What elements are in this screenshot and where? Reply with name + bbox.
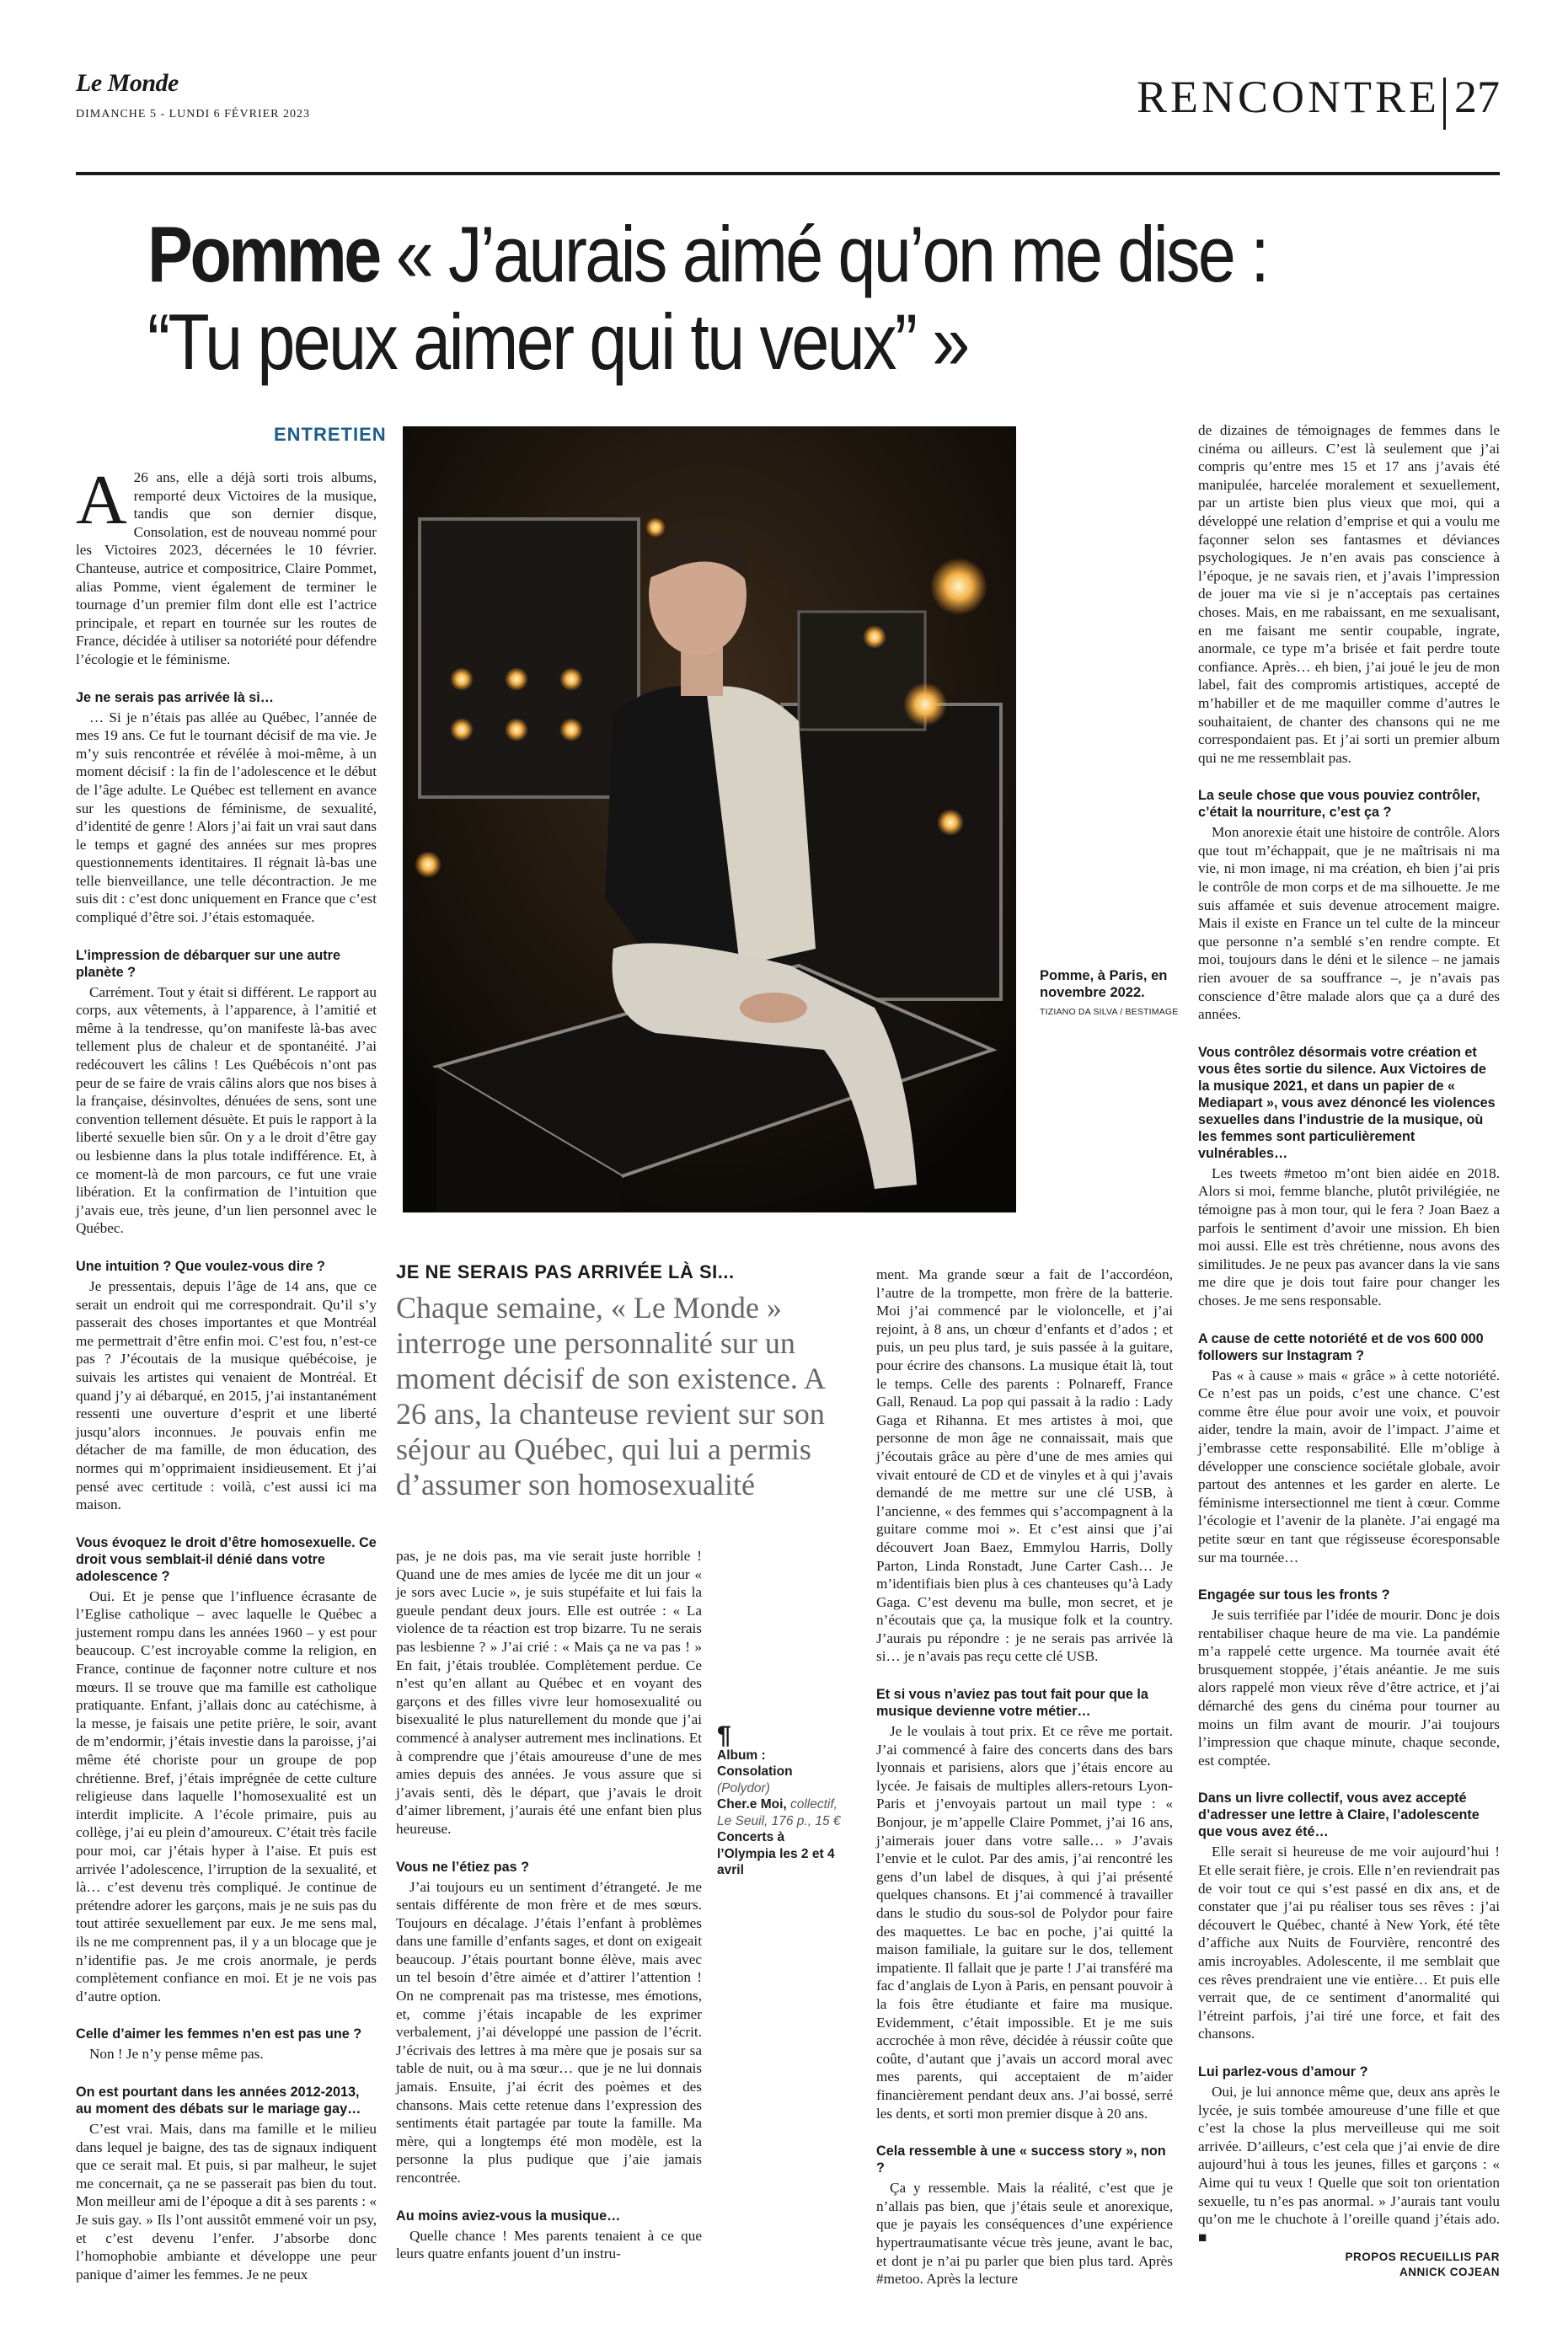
concerts-info: Concerts à l’Olympia les 2 et 4 avril <box>717 1830 835 1877</box>
answer-3: Je pressentais, depuis l’âge de 14 ans, que ce serait un endroit qui me correspondrait. Qu’il s’y passerait des choses importantes et que Montréal me permettrait d’être enfin moi. C’est fou, n’est-ce pas ? J’écoutais de la musique québécoise, je suivais les artistes qui venaient de Montréal. Et quand j’y ai débarqué, en 2015, j’ai instantanément ressenti une ouverture d’esprit et une liberté jusqu’alors inconnues. Je pouvais enfin me détacher de ma famille, de mon éducation, des normes qui m’opprimaient insidieusement. Et j’ai pensé avec certitude : voilà, c’est aussi ici ma maison. <box>76 1277 377 1513</box>
photo-credit: TIZIANO DA SILVA / BESTIMAGE <box>1040 1007 1179 1017</box>
question-7: Vous ne l’étiez pas ? <box>396 1859 530 1875</box>
answer-10: Ça y ressemble. Mais la réalité, c’est que je n’allais pas bien, que j’étais seule et anorexique, que je payais les conséquences d’une expérience hypertraumatisante vécue très jeune, avant le bac, et dont je n’ai pu parler que bien plus tard. Après #metoo. Après la lecture <box>876 2180 1173 2288</box>
question-8: Au moins aviez-vous la musique… <box>396 2208 621 2224</box>
answer-5: Non ! Je n’y pense même pas. <box>89 2046 264 2063</box>
header-rule <box>76 172 1500 175</box>
byline-line1: PROPOS RECUEILLIS PAR <box>1345 2251 1500 2264</box>
answer-7: J’ai toujours eu un sentiment d’étrangeté. Je me sentais différente de mon frère et de mes sœurs. Toujours en décalage. J’étais l’enfant à problèmes dans une famille d’enfants sages, et dont on exigeait beaucoup. J’étais pourtant bonne élève, mais avec un tel besoin d’être aimée et d’attirer l’attention ! On ne comprenait pas ma tristesse, mes émotions, et, comme j’étais incapable de les exprimer verbalement, j’ai développé une passion de l’écrit. J’écrivais des lettres à ma mère que je posais sur sa table de nuit, ou à ma sœur… que je ne lui donnais jamais. Ensuite, j’ai écrit des poèmes et des chansons. Mais cette retenue dans l’expression des sentiments était partagée par toute la famille. Ma mère, qui a longtemps été mon modèle, est la personne la plus pudique que j’aie jamais rencontrée. <box>396 1878 702 2186</box>
column-4 <box>1198 421 1500 2280</box>
dateline: DIMANCHE 5 - LUNDI 6 FÉVRIER 2023 <box>76 108 310 120</box>
question-15: Dans un livre collectif, vous avez accepté d’adresser une lettre à Claire, l’adolescente que vous avez été… <box>1198 1790 1480 1840</box>
answer-11: Mon anorexie était une histoire de contrôle. Alors que tout m’échappait, que je ne maîtrisais ni ma vie, ni mon image, ni ma création, eh bien j’ai pris le contrôle de mon corps et de ma silhouette. Je me suis affamée et suis devenue atrocement maigre. Mais il existe en France un tel culte de la minceur que personne n’a semblé s’en rendre compte. Et moi, toujours dans le déni et le silence – ne jamais rien avouer de sa souffrance –, je n’avais pas conscience d’être malade alors que ça a duré des années. <box>1198 824 1500 1023</box>
header-divider <box>1443 78 1446 130</box>
answer-8: Quelle chance ! Mes parents tenaient à ce que leurs quatre enfants jouent d’un instru- <box>396 2227 702 2262</box>
album-label: Album : Consolation <box>717 1748 793 1779</box>
byline <box>1198 2250 1500 2280</box>
section-tag: ENTRETIEN <box>274 424 387 445</box>
section-title: RENCONTRE <box>1137 72 1440 122</box>
chapo-text: Chaque semaine, « Le Monde » interroge une personnalité sur un moment décisif de son existence. A 26 ans, la chanteuse revient sur son séjour au Québec, qui lui a permis d’assumer son homosexualité <box>396 1291 825 1501</box>
answer-15: Elle serait si heureuse de me voir aujourd’hui ! Et elle serait fière, je crois. Elle n’en reviendrait pas de voir tout ce qui s’est passé en dix ans, et de constater que j’ai pu réaliser tous ses rêves : j’ai découvert le Québec, chanté à New York, été tête d’affiche aux Nuits de Fourvière, rencontré des amis incroyables. Adolescente, il me semblait que ces rêves prendraient une vie entière… Et puis elle verrait que, de ce sentiment d’anormalité qui l’étreint parfois, j’ai tiré une force, et fait des chansons. <box>1198 1844 1500 2042</box>
answer-9: Je le voulais à tout prix. Et ce rêve me portait. J’ai commencé à faire des concerts dans des bars lyonnais et parisiens, alors que j’étais encore au lycée. Je faisais de multiples allers-retours Lyon-Paris et j’envoyais partout un mail type : « Bonjour, je m’appelle Claire Pommet, j’ai 16 ans, j’aimerais jouer dans votre salle… » J’avais l’envie et le culot. Par des amis, j’ai rencontré les gens d’un label de disques, à qui j’ai présenté quelques chansons. Et j’ai commencé à travailler dans le studio du sous-sol de Polydor pour faire des maquettes. Le bac en poche, j’ai quitté la maison familiale, la guitare sur le dos, tellement impatiente. Il fallait que je parte ! J’ai transféré ma fac d’anglais de Lyon à Paris, en pensant pouvoir à la fois être étudiante et faire ma musique. Evidemment, c’était impossible. Et je me suis accrochée à mon rêve, décidée à réussir coûte que coûte, d’autant que j’avais un accord moral avec mes parents, qui acceptaient de m’aider financièrement pendant deux ans. J’ai bossé, serré les dents, et sorti mon premier disque à 20 ans. <box>876 1723 1173 2122</box>
question-14: Engagée sur tous les fronts ? <box>1198 1587 1390 1603</box>
answer-10-continued: de dizaines de témoignages de femmes dans le cinéma ou ailleurs. C’est là seulement que j’ai compris qu’entre mes 15 et 17 ans j’avais été manipulée, harcelée moralement et sexuellement, par un artiste bien plus vieux que moi, qui a développé une relation d’emprise et qui a voulu me façonner selon ses fantasmes et déviances psychologiques. Je n’en avais pas conscience à l’époque, je ne savais rien, et j’avais l’impression de jouer ma vie si je n’acceptais pas certaines choses. Mais, en me rabaissant, en me sexualisant, en me faisant me sentir coupable, ingrate, anormale, ce type m’a brisée et fait perdre toute confiance. Après… eh bien, j’ai joué le jeu de mon label, fait des compromis artistiques, accepté de m’habiller et de me maquiller comme d’autres le souhaitaient, de chanter des chansons qui ne me correspondaient pas. Et j’ai sorti un premier album qui ne me ressemblait pas. <box>1198 422 1500 766</box>
info-mark: ¶ <box>717 1721 731 1749</box>
drop-cap: A <box>76 461 127 539</box>
headline-name: Pomme <box>147 210 379 298</box>
headline-quote-line1: « J’aurais aimé qu’on me dise : <box>378 210 1268 298</box>
question-3: Une intuition ? Que voulez-vous dire ? <box>76 1258 325 1274</box>
question-2: L’impression de débarquer sur une autre planète ? <box>76 947 340 980</box>
answer-16: Oui, je lui annonce même que, deux ans après le lycée, je suis tombée amoureuse d’une fille et que c’est la chose la plus merveilleuse qui me soit arrivée. D’ailleurs, c’est cela que j’ai envie de dire aujourd’hui à tous les jeunes, filles et garçons : « Aime qui tu veux ! Quelle que soit ton orientation sexuelle, tu n’es pas anormal. » J’aurais tant voulu qu’on me le chuchote à l’oreille quand j’étais ado. ■ <box>1198 2083 1500 2245</box>
photo-caption: Pomme, à Paris, en novembre 2022. <box>1040 968 1168 1000</box>
book-title: Cher.e Moi, <box>717 1797 787 1812</box>
question-6: On est pourtant dans les années 2012-2013, au moment des débats sur le mariage gay… <box>76 2084 361 2117</box>
question-16: Lui parlez-vous d’amour ? <box>1198 2063 1368 2079</box>
page-number: 27 <box>1454 72 1500 122</box>
column-2 <box>396 1547 702 2263</box>
chapo <box>396 1250 834 1502</box>
question-1: Je ne serais pas arrivée là si… <box>76 689 274 705</box>
portrait-illustration <box>403 426 1016 1212</box>
question-13: A cause de cette notoriété et de vos 600 000 followers sur Instagram ? <box>1198 1330 1484 1363</box>
question-12: Vous contrôlez désormais votre création et vous êtes sortie du silence. Aux Victoires de la musique 2021, et dans un papier de « Mediapart », vous avez dénoncé les violences sexuelles dans l’industrie de la musique, où les femmes sont particulièrement vulnérables… <box>1198 1044 1496 1161</box>
answer-14: Je suis terrifiée par l’idée de mourir. Donc je dois rentabiliser chaque heure de ma vie. La pandémie m’a rappelé cette urgence. Ma tournée avait été brusquement stoppée, j’étais anéantie. Je me suis alors rappelé mon vieux rêve d’être actrice, et j’ai démarché des gens du cinéma pour tourner au moins un film avant de mourir. J’ai toujours l’impression que chaque minute, chaque seconde, est comptée. <box>1198 1607 1500 1769</box>
question-4: Vous évoquez le droit d’être homosexuelle. Ce droit vous semblait-il dénié dans votre adolescence ? <box>76 1534 377 1584</box>
question-9: Et si vous n’aviez pas tout fait pour que la musique devienne votre métier… <box>876 1687 1148 1720</box>
column-1 <box>76 461 377 2283</box>
portrait-photo <box>403 426 1016 1212</box>
headline <box>147 211 1292 386</box>
answer-12: Les tweets #metoo m’ont bien aidée en 2018. Alors si moi, femme blanche, plutôt privilégiée, ne témoigne pas à mon tour, qui le fera ? Joan Baez a parfois le sentiment d’avoir une mission. Eh bien moi aussi. Elle est très chrétienne, nous avons des similitudes. Je ne peux pas avancer dans la vie sans me dire que je dois tout faire pour changer les choses. Je me sens responsable. <box>1198 1164 1500 1309</box>
question-11: La seule chose que vous pouviez contrôler, c’était la nourriture, c’est ça ? <box>1198 788 1480 821</box>
byline-line2: ANNICK COJEAN <box>1399 2266 1500 2279</box>
question-10: Cela ressemble à une « success story », non ? <box>876 2144 1166 2176</box>
question-5: Celle d’aimer les femmes n’en est pas une ? <box>76 2026 362 2042</box>
answer-8-continued: ment. Ma grande sœur a fait de l’accordéon, l’autre de la trompette, mon frère de la batterie. Moi j’ai commencé par le violoncelle, et j’ai rejoint, à 8 ans, un chœur d’enfants et d’ados ; et puis, un peu plus tard, je suis passée à la guitare, pour écrire des chansons. La musique était là, tout le temps. Celle des parents : Polnareff, France Gall, Renaud. La pop qui passait à la radio : Lady Gaga et Rihanna. Et mes artistes à moi, que personne de mon âge ne connaissait, mais que j’écoutais grâce au père d’une de mes amies qui vivait entouré de CD et de vinyles et à qui j’avais demandé de me mettre sur une clé USB, à l’ancienne, « des femmes qui s’accompagnent à la guitare comme moi ». Et c’est ainsi que j’ai découvert Joan Baez, Emmylou Harris, Dolly Parton, Linda Ronstadt, June Carter Cash… Je m’identifiais bien plus à ces chanteuses qu’à Lady Gaga. C’est devenu ma bulle, mon secret, et je n’écoutais que ça, la musique folk et la country. J’aurais pu répondre : je ne serais pas arrivée là si… je n’avais pas reçu cette clé USB. <box>876 1266 1173 1665</box>
intro-paragraph: A 26 ans, elle a déjà sorti trois albums, remporté deux Victoires de la musique, tandis que son dernier disque, Consolation, est de nouveau nommé pour les Victoires 2023, décernées le 10 février. Chanteuse, autrice et compositrice, Claire Pommet, alias Pomme, vient également de terminer le tournage d’un premier film dont elle est l’actrice principale, et repart en tournée sur les routes de France, décidée à utiliser sa notoriété pour défendre l’écologie et le féminisme. <box>76 461 377 667</box>
info-box <box>717 1721 842 1879</box>
answer-6-continued: pas, je ne dois pas, ma vie serait juste horrible ! Quand une de mes amies de lycée me dit un jour « je sors avec Lucie », je suis stupéfaite et lui fais la gueule pendant deux jours. Elle est outrée : « La violence de ta réaction est trop bizarre. Tu ne serais pas lesbienne ? » J’ai crié : « Mais ça ne va pas ! » En fait, j’étais troublée. Complètement perdue. Ce n’est qu’en allant au Québec et en voyant des garçons et des filles vivre leur homosexualité ou bisexualité le plus naturellement du monde que j’ai commencé à analyser autrement mes inclinations. Et à comprendre que j’étais amoureuse d’une de mes amies depuis des années. Je vous assure que si j’avais senti, dès le départ, que j’avais le droit d’aimer librement, j’aurais été une enfant bien plus heureuse. <box>396 1548 702 1837</box>
album-label-detail: (Polydor) <box>717 1780 770 1796</box>
chapo-lead: JE NE SERAIS PAS ARRIVÉE LÀ SI... <box>396 1261 735 1282</box>
answer-1: … Si je n’étais pas allée au Québec, l’année de mes 19 ans. Ce fut le tournant décisif de ma vie. Je m’y suis rencontrée et révélée à moi-même, à un moment décisif : la fin de l’adolescence et le début de l’âge adulte. Le Québec est tellement en avance sur les questions de féminisme, de sexualité, d’identité de genre ! Alors j’ai fait un vrai saut dans le temps et gagné des années sur mes propres questionnements identitaires. Il régnait là-bas une telle bienveillance, une telle décontraction. Je me suis dit : c’est donc uniquement en France que c’est compliqué d’être soi. J’étais estomaquée. <box>76 709 377 926</box>
book-detail: collectif, Le Seuil, 176 p., 15 € <box>717 1797 841 1828</box>
column-3 <box>876 1266 1173 2288</box>
answer-2: Carrément. Tout y était si différent. Le rapport au corps, aux vêtements, à l’apparence, à l’amitié et même à la tendresse, qu’on manifeste là-bas avec tellement plus de chaleur et de spontanéité. J’ai redécouvert les câlins ! Les Québécois n’ont pas peur de se faire de vrais câlins alors que nos bises à la française, désinvoltes, dénuées de sens, sont une convention tellement désuète. Et puis le rapport à la liberté sexuelle bien sûr. On y a le droit d’être gay ou lesbienne dans la plus totale indifférence. Et, à ce moment-là de mon parcours, ce fut une vraie libération. Et la confirmation de l’intuition que j’avais eue, très jeune, d’un lien personnel avec le Québec. <box>76 983 377 1237</box>
masthead-logo: Le Monde <box>76 69 179 97</box>
answer-13: Pas « à cause » mais « grâce » à cette notoriété. Ce n’est pas un poids, c’est une chance. C’est comme être élue pour avoir une voix, et pouvoir aider, tendre la main, avoir de l’impact. J’aime et j’embrasse cette responsabilité. Elle m’oblige à développer une conscience sociétale globale, avoir partout des antennes et les garder en alerte. Le féminisme intersectionnel me tient à cœur. Comme l’écologie et l’avenir de la planète. J’ai engagé ma petite sœur en tant que régisseuse écoresponsable sur ma tournée… <box>1198 1367 1500 1566</box>
answer-6: C’est vrai. Mais, dans ma famille et le milieu dans lequel je baigne, des tas de signaux indiquent que ce serait mal. Et puis, si par malheur, le sujet me concernait, ça ne se passerait pas bien du tout. Mon meilleur ami de l’époque a dit à ses parents : « Je suis gay. » Ils l’ont aussitôt emmené voir un psy, et c’est devenu l’enfer. J’absorbe donc l’homophobie ambiante et développe une peur panique d’aimer les femmes. Je ne peux <box>76 2120 377 2283</box>
answer-4: Oui. Et je pense que l’influence écrasante de l’Eglise catholique – avec laquelle le Québec a justement rompu dans les années 1960 – y est pour beaucoup. C’est incroyable comme la religion, en France, continue de façonner notre culture et nos mœurs. Il se trouve que ma famille est catholique pratiquante. Enfant, j’allais donc au catéchisme, à la messe, je faisais une petite prière, le soir, avant de m’endormir, j’étais investie dans la paroisse, j’ai même été choriste pour un groupe de pop chrétienne. Bref, j’étais imprégnée de cette culture religieuse dans laquelle l’homosexualité est un interdit implicite. A l’école primaire, puis au collège, j’ai eu plein d’amoureux. C’était très facile pour moi, car j’étais hyper à l’aise. Et puis est arrivée l’adolescence, l’irruption de la sexualité, et là… c’est devenu très compliqué. Je continue de prétendre adorer les garçons, mais je ne suis pas du tout attirée sexuellement par eux. Je me sens mal, ils ne me comprennent pas, il y a un blocage que je n’identifie pas. Je me crois anormale, je perds complètement confiance en moi. Et je ne vois pas d’autre option. <box>76 1587 377 2004</box>
headline-quote-line2: “Tu peux aimer qui tu veux” » <box>147 297 968 386</box>
